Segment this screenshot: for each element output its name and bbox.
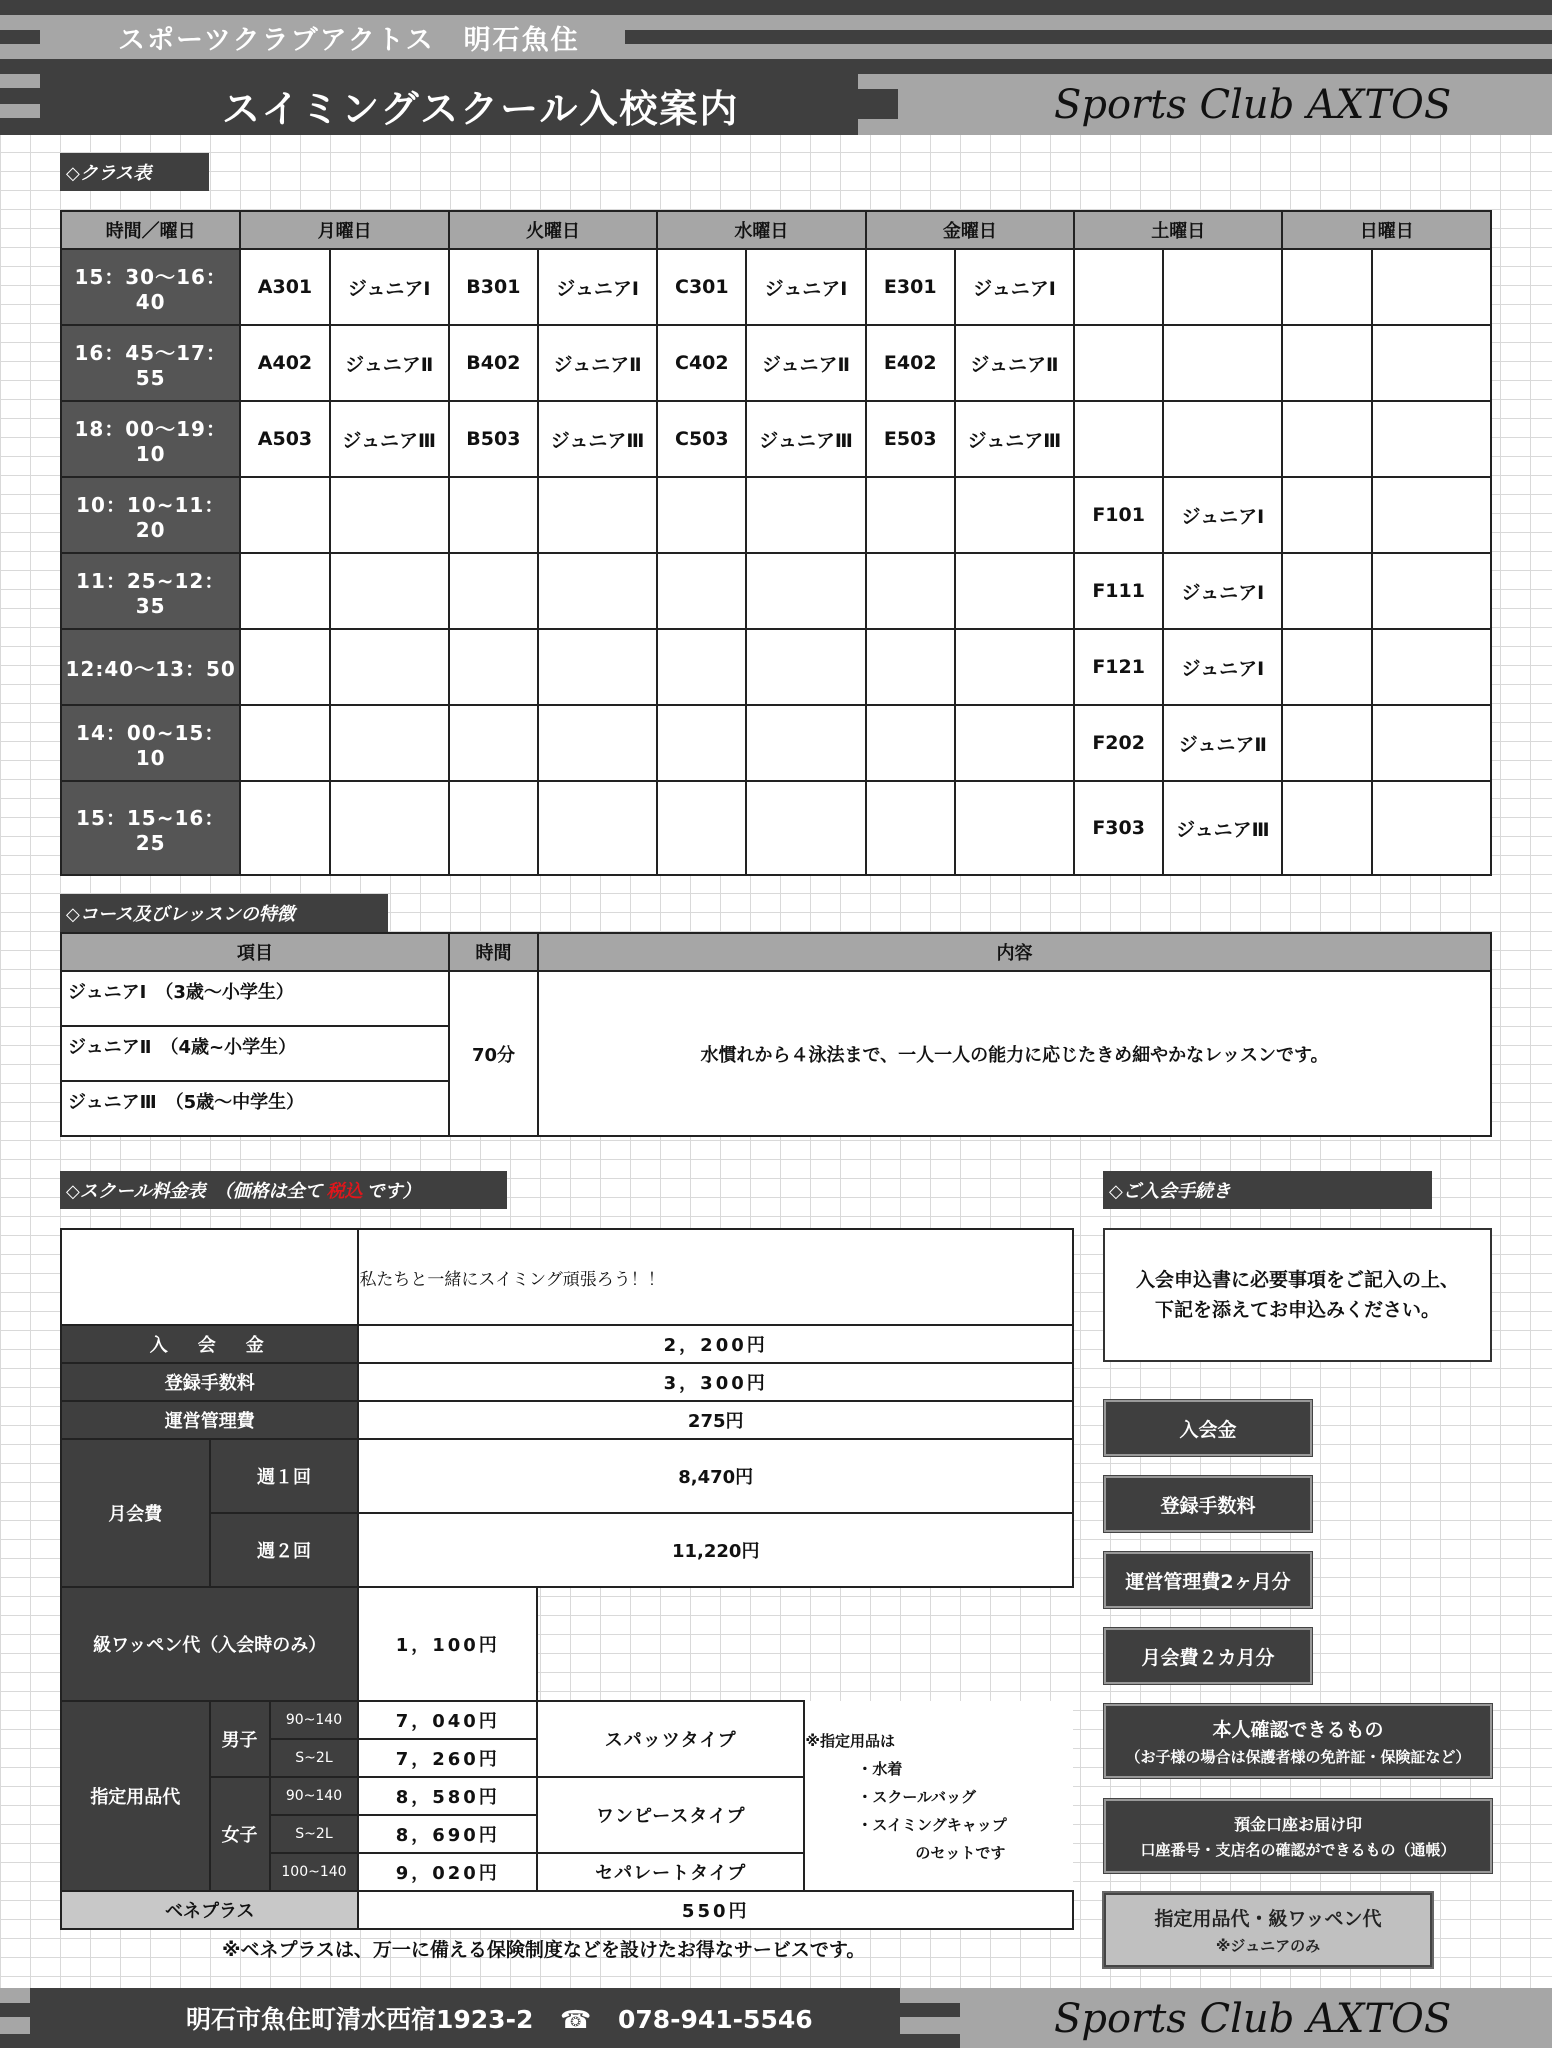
col-header-mon: 月曜日 (240, 211, 448, 249)
class-code: E301 (866, 249, 955, 325)
class-code (449, 553, 538, 629)
fees-label-prefix: ◇スクール料金表 （価格は全て (66, 1181, 323, 1202)
required-item-label: 登録手数料 (1160, 1494, 1256, 1517)
class-level: ジュニアⅢ (330, 401, 449, 477)
gear-girls-price-1: 8，580円 (358, 1777, 537, 1815)
class-level (746, 705, 865, 781)
class-code (240, 553, 329, 629)
schedule-row (61, 781, 1491, 875)
required-item-entry-fee[interactable] (1104, 1400, 1312, 1456)
monthly-fee-label: 月会費 (61, 1439, 210, 1587)
class-level (1372, 781, 1491, 875)
class-code: E402 (866, 325, 955, 401)
required-item-management-fee[interactable] (1104, 1552, 1312, 1608)
class-code (240, 477, 329, 553)
schedule-time: 18：00～19：10 (61, 401, 240, 477)
gear-girls-price-2: 8，690円 (358, 1815, 537, 1853)
header-subtitle: スポーツクラブアクトス 明石魚住 (118, 25, 580, 56)
col-header-duration: 時間 (449, 933, 538, 971)
class-level (955, 705, 1074, 781)
monthly-once-value: 8,470円 (358, 1439, 1073, 1513)
section-label-fees (60, 1171, 507, 1209)
gear-note-end: のセットです (915, 1844, 1006, 1862)
course-item-junior-1: ジュニアⅠ （3歳～小学生） (61, 971, 449, 1026)
entry-fee-label: 入 会 金 (61, 1325, 358, 1363)
class-code: B301 (449, 249, 538, 325)
class-level: ジュニアⅡ (955, 325, 1074, 401)
slogan-text: 私たちと一緒にスイミング頑張ろう！！ (358, 1229, 1073, 1325)
class-code (1074, 325, 1163, 401)
class-level (538, 553, 657, 629)
class-level (1372, 477, 1491, 553)
class-code (866, 553, 955, 629)
gear-type-separate: セパレートタイプ (537, 1853, 804, 1891)
class-code: F121 (1074, 629, 1163, 705)
col-header-item: 項目 (61, 933, 449, 971)
class-level: ジュニアⅢ (955, 401, 1074, 477)
footer-address: 明石市魚住町清水西宿1923-2 (186, 2005, 534, 2034)
gear-type-onepiece: ワンピースタイプ (537, 1777, 804, 1853)
class-code: C402 (657, 325, 746, 401)
class-level: ジュニアⅠ (1163, 629, 1282, 705)
class-level: ジュニアⅡ (1163, 705, 1282, 781)
slogan-blank (61, 1229, 358, 1325)
required-item-label: 入会金 (1179, 1418, 1237, 1441)
class-code (866, 781, 955, 875)
class-code: F101 (1074, 477, 1163, 553)
class-level (955, 629, 1074, 705)
class-code (240, 629, 329, 705)
class-level: ジュニアⅠ (330, 249, 449, 325)
schedule-row (61, 249, 1491, 325)
monthly-twice-value: 11,220円 (358, 1513, 1073, 1587)
beneplus-label: ベネプラス (61, 1891, 358, 1929)
class-level: ジュニアⅠ (1163, 553, 1282, 629)
procedure-line-2: 下記を添えてお申込みください。 (1154, 1299, 1440, 1321)
class-code (657, 781, 746, 875)
required-item-registration-fee[interactable] (1104, 1476, 1312, 1532)
class-code (657, 705, 746, 781)
class-level (955, 553, 1074, 629)
schedule-row (61, 325, 1491, 401)
col-header-tue: 火曜日 (449, 211, 657, 249)
class-code (657, 477, 746, 553)
required-item-sub: ※ジュニアのみ (1215, 1937, 1321, 1955)
schedule-time: 15：15~16：25 (61, 781, 240, 875)
class-level (538, 629, 657, 705)
monthly-twice-label: 週２回 (210, 1513, 359, 1587)
col-header-sat: 土曜日 (1074, 211, 1282, 249)
schedule-time: 15：30～16：40 (61, 249, 240, 325)
gear-boys-size-2: S~2L (270, 1739, 359, 1777)
gear-note-title: ※指定用品は (805, 1732, 895, 1750)
section-label-procedure: ◇ご入会手続き (1103, 1171, 1432, 1209)
class-code (866, 477, 955, 553)
class-code: F202 (1074, 705, 1163, 781)
class-code (1282, 705, 1371, 781)
class-level (538, 477, 657, 553)
class-level (955, 477, 1074, 553)
schedule-time: 11：25~12：35 (61, 553, 240, 629)
gear-boys-size-1: 90~140 (270, 1701, 359, 1739)
class-level (746, 781, 865, 875)
gear-girls-price-3: 9，020円 (358, 1853, 537, 1891)
gear-boys-price-1: 7，040円 (358, 1701, 537, 1739)
class-code (866, 705, 955, 781)
schedule-row (61, 401, 1491, 477)
registration-fee-value: 3，300円 (358, 1363, 1073, 1401)
schedule-time: 16：45～17：55 (61, 325, 240, 401)
class-code (240, 705, 329, 781)
beneplus-note: ※ベネプラスは、万一に備える保険制度などを設けたお得なサービスです。 (222, 1939, 866, 1961)
class-level: ジュニアⅠ (538, 249, 657, 325)
schedule-row (61, 705, 1491, 781)
monthly-once-label: 週１回 (210, 1439, 359, 1513)
class-level (1372, 325, 1491, 401)
col-header-fri: 金曜日 (866, 211, 1074, 249)
schedule-time: 14：00~15：10 (61, 705, 240, 781)
fees-label-tax-included: 税込 (326, 1181, 363, 1202)
class-level (330, 477, 449, 553)
class-code (866, 629, 955, 705)
gear-type-spats: スパッツタイプ (537, 1701, 804, 1777)
page-title: スイミングスクール入校案内 (222, 87, 740, 131)
class-code: F111 (1074, 553, 1163, 629)
class-level: ジュニアⅡ (538, 325, 657, 401)
footer-brand-logo: Sports Club AXTOS (1054, 1996, 1452, 2042)
required-item-sub: （お子様の場合は保護者様の免許証・保険証など） (1125, 1748, 1471, 1766)
required-item-monthly-fee[interactable] (1104, 1628, 1312, 1684)
class-level: ジュニアⅢ (538, 401, 657, 477)
class-code: C503 (657, 401, 746, 477)
class-code (1282, 249, 1371, 325)
class-code (657, 629, 746, 705)
class-code (1074, 249, 1163, 325)
class-code (1074, 401, 1163, 477)
footer-phone[interactable]: 078-941-5546 (617, 2005, 813, 2034)
class-code (449, 781, 538, 875)
required-item-sub: 口座番号・支店名の確認ができるもの（通帳） (1140, 1841, 1456, 1859)
col-header-sun: 日曜日 (1282, 211, 1491, 249)
class-level (746, 629, 865, 705)
schedule-time: 10：10~11：20 (61, 477, 240, 553)
schedule-row (61, 553, 1491, 629)
required-item-label: 本人確認できるもの (1212, 1719, 1384, 1741)
management-fee-value: 275円 (358, 1401, 1073, 1439)
registration-fee-label: 登録手数料 (61, 1363, 358, 1401)
gear-note-item: ・水着 (857, 1760, 903, 1778)
class-level (1372, 629, 1491, 705)
class-level (330, 629, 449, 705)
class-code (1282, 553, 1371, 629)
gear-girls-size-3: 100~140 (270, 1853, 359, 1891)
required-item-gear-badge[interactable] (1104, 1893, 1432, 1967)
class-code: A503 (240, 401, 329, 477)
course-item-junior-3: ジュニアⅢ （5歳～中学生） (61, 1081, 449, 1136)
class-level: ジュニアⅡ (330, 325, 449, 401)
gear-fee-label: 指定用品代 (61, 1701, 210, 1891)
class-code (1282, 781, 1371, 875)
class-level (330, 781, 449, 875)
management-fee-label: 運営管理費 (61, 1401, 358, 1439)
class-level (1163, 325, 1282, 401)
schedule-time: 12:40～13：50 (61, 629, 240, 705)
class-level (1372, 553, 1491, 629)
gear-boys-label: 男子 (210, 1701, 270, 1777)
required-item-label: 指定用品代・級ワッペン代 (1154, 1908, 1382, 1930)
col-header-wed: 水曜日 (657, 211, 865, 249)
procedure-instructions (1103, 1228, 1492, 1362)
class-code (1282, 477, 1371, 553)
section-label-class-schedule: ◇クラス表 (60, 153, 209, 191)
class-code: A301 (240, 249, 329, 325)
class-code: A402 (240, 325, 329, 401)
class-code (449, 705, 538, 781)
gear-note-item: ・スイミングキャップ (857, 1816, 1007, 1834)
class-code (1282, 629, 1371, 705)
procedure-line-1: 入会申込書に必要事項をご記入の上、 (1135, 1269, 1459, 1291)
class-level (1163, 249, 1282, 325)
class-level (330, 705, 449, 781)
class-level: ジュニアⅢ (1163, 781, 1282, 875)
schedule-row (61, 629, 1491, 705)
beneplus-value: 550円 (358, 1891, 1073, 1929)
class-code (449, 629, 538, 705)
gear-girls-label: 女子 (210, 1777, 270, 1891)
class-level (955, 781, 1074, 875)
required-item-id[interactable] (1104, 1704, 1492, 1778)
fee-table (60, 1228, 1074, 1930)
class-level (330, 553, 449, 629)
required-item-label: 運営管理費2ヶ月分 (1125, 1570, 1291, 1593)
class-code: B503 (449, 401, 538, 477)
gear-boys-price-2: 7，260円 (358, 1739, 537, 1777)
gear-girls-size-1: 90~140 (270, 1777, 359, 1815)
fees-label-suffix: です） (366, 1181, 421, 1202)
required-item-label: 月会費２カ月分 (1141, 1646, 1275, 1669)
class-level (1372, 249, 1491, 325)
class-level (746, 477, 865, 553)
class-level (1163, 401, 1282, 477)
col-header-time: 時間／曜日 (61, 211, 240, 249)
required-item-label: 預金口座お届け印 (1233, 1815, 1362, 1834)
badge-fee-value: 1，100円 (358, 1587, 537, 1701)
course-description: 水慣れから４泳法まで、一人一人の能力に応じたきめ細やかなレッスンです。 (538, 971, 1491, 1136)
schedule-row (61, 477, 1491, 553)
phone-icon: ☎ (560, 2005, 592, 2034)
class-code: B402 (449, 325, 538, 401)
class-code: C301 (657, 249, 746, 325)
entry-fee-value: 2，200円 (358, 1325, 1073, 1363)
class-level: ジュニアⅡ (746, 325, 865, 401)
class-code: F303 (1074, 781, 1163, 875)
class-code (240, 781, 329, 875)
required-item-bank-seal[interactable] (1104, 1799, 1492, 1873)
gear-girls-size-2: S~2L (270, 1815, 359, 1853)
class-code (1282, 401, 1371, 477)
brand-logo: Sports Club AXTOS (1054, 82, 1452, 128)
badge-fee-empty (537, 1587, 1073, 1701)
gear-note (804, 1701, 1073, 1891)
class-level (1372, 401, 1491, 477)
course-item-junior-2: ジュニアⅡ （4歳~小学生） (61, 1026, 449, 1081)
class-level: ジュニアⅠ (746, 249, 865, 325)
class-level (538, 705, 657, 781)
class-code (1282, 325, 1371, 401)
course-duration: 70分 (449, 971, 538, 1136)
class-level: ジュニアⅠ (1163, 477, 1282, 553)
class-schedule-table (60, 210, 1492, 876)
class-level: ジュニアⅠ (955, 249, 1074, 325)
class-code (657, 553, 746, 629)
class-level (746, 553, 865, 629)
class-level (1372, 705, 1491, 781)
course-table (60, 932, 1492, 1137)
class-level (538, 781, 657, 875)
col-header-content: 内容 (538, 933, 1491, 971)
class-code: E503 (866, 401, 955, 477)
section-label-courses: ◇コース及びレッスンの特徴 (60, 894, 388, 932)
badge-fee-label: 級ワッペン代（入会時のみ） (61, 1587, 358, 1701)
gear-note-item: ・スクールバッグ (857, 1788, 977, 1806)
class-code (449, 477, 538, 553)
class-level: ジュニアⅢ (746, 401, 865, 477)
